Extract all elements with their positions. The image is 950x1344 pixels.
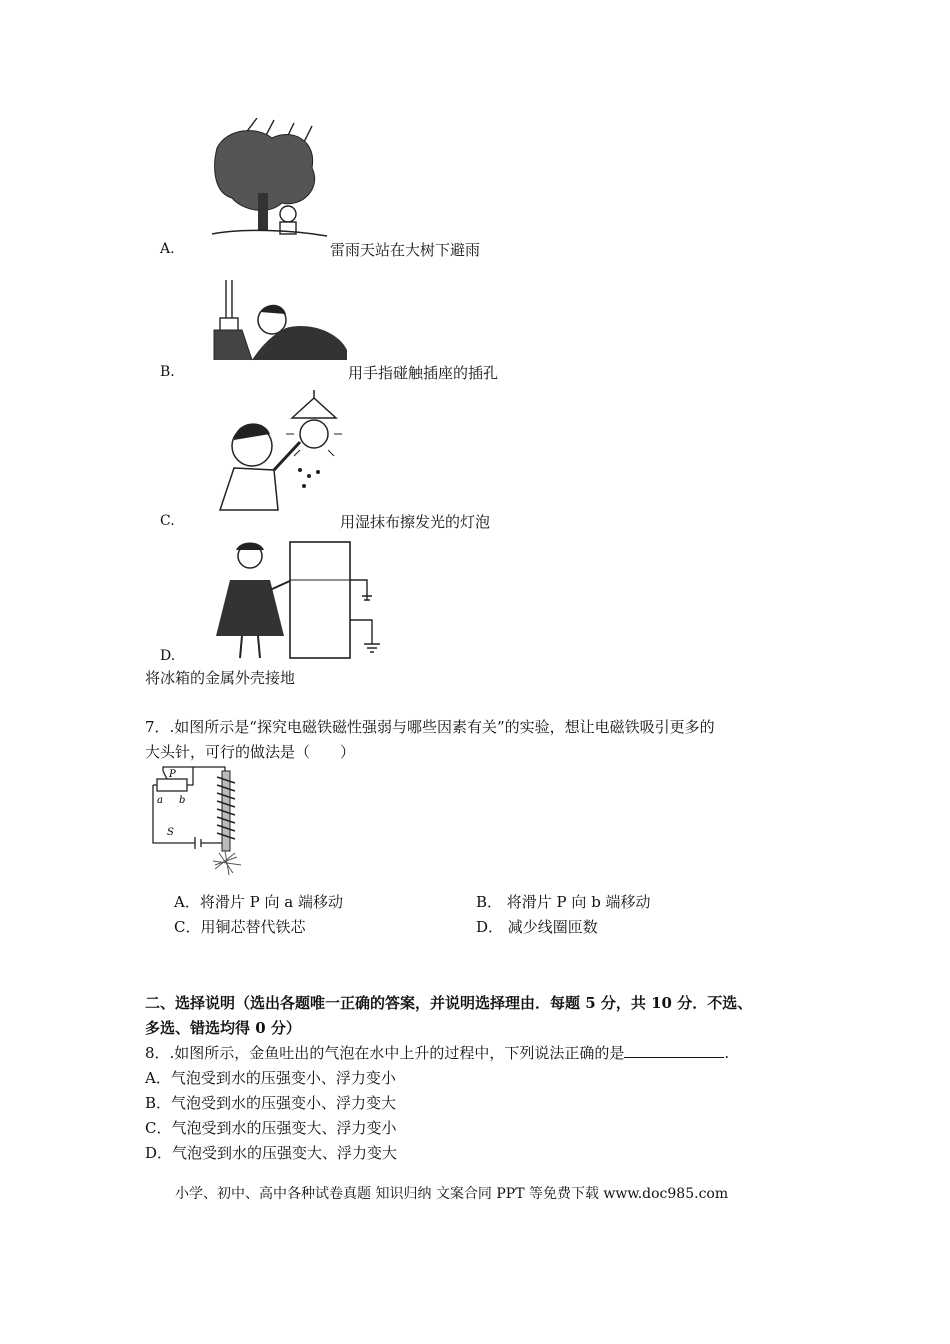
q6-option-b-text: 用手指碰触插座的插孔 <box>348 364 499 382</box>
circuit-label-b: b <box>179 795 186 806</box>
q8-option-a: A．气泡受到水的压强变小、浮力变小 <box>145 1069 396 1087</box>
q7-option-d: D． 减少线圈匝数 <box>476 918 598 936</box>
q8-stem-text: 8．.如图所示，金鱼吐出的气泡在水中上升的过程中，下列说法正确的是 <box>145 1044 625 1062</box>
circuit-label-a: a <box>157 795 163 806</box>
q6-option-a-text: 雷雨天站在大树下避雨 <box>330 241 481 259</box>
q6-option-c-text: 用湿抹布擦发光的灯泡 <box>340 513 491 531</box>
q7-stem-line1: 7．.如图所示是“探究电磁铁磁性强弱与哪些因素有关”的实验，想让电磁铁吸引更多的 <box>145 718 715 736</box>
electromagnet-circuit-diagram <box>145 765 255 880</box>
wet-cloth-bulb-illustration <box>214 390 344 515</box>
q6-option-a-letter: A. <box>160 241 175 257</box>
q6-option-c-letter: C. <box>160 513 175 529</box>
q7-option-c: C．用铜芯替代铁芯 <box>174 918 306 936</box>
q6-option-b-letter: B. <box>160 364 175 380</box>
fridge-grounding-illustration <box>212 540 384 662</box>
q6-option-d-letter: D. <box>160 648 176 664</box>
circuit-label-s: S <box>167 827 174 838</box>
section2-heading-line2: 多选、错选均得 0 分） <box>145 1019 301 1037</box>
q8-option-d: D．气泡受到水的压强变大、浮力变大 <box>145 1144 398 1162</box>
page-footer: 小学、初中、高中各种试卷真题 知识归纳 文案合同 PPT 等免费下载 www.doc985.com <box>175 1186 729 1202</box>
q8-option-b: B．气泡受到水的压强变小、浮力变大 <box>145 1094 397 1112</box>
q7-stem-line2: 大头针，可行的做法是（ ） <box>145 743 356 761</box>
q8-stem-end: . <box>724 1044 730 1062</box>
q8-answer-blank[interactable] <box>624 1043 724 1058</box>
q6-option-d-text: 将冰箱的金属外壳接地 <box>145 669 296 687</box>
section2-heading-line1: 二、选择说明（选出各题唯一正确的答案，并说明选择理由．每题 5 分，共 10 分．不选、 <box>145 994 753 1012</box>
circuit-label-p: P <box>169 769 176 780</box>
q8-stem <box>145 1042 729 1063</box>
q8-option-c: C．气泡受到水的压强变大、浮力变小 <box>145 1119 397 1137</box>
finger-in-socket-illustration <box>212 280 352 362</box>
q7-option-b: B． 将滑片 P 向 b 端移动 <box>476 893 651 911</box>
tree-in-rain-illustration <box>212 118 332 243</box>
q7-option-a: A．将滑片 P 向 a 端移动 <box>174 893 343 911</box>
